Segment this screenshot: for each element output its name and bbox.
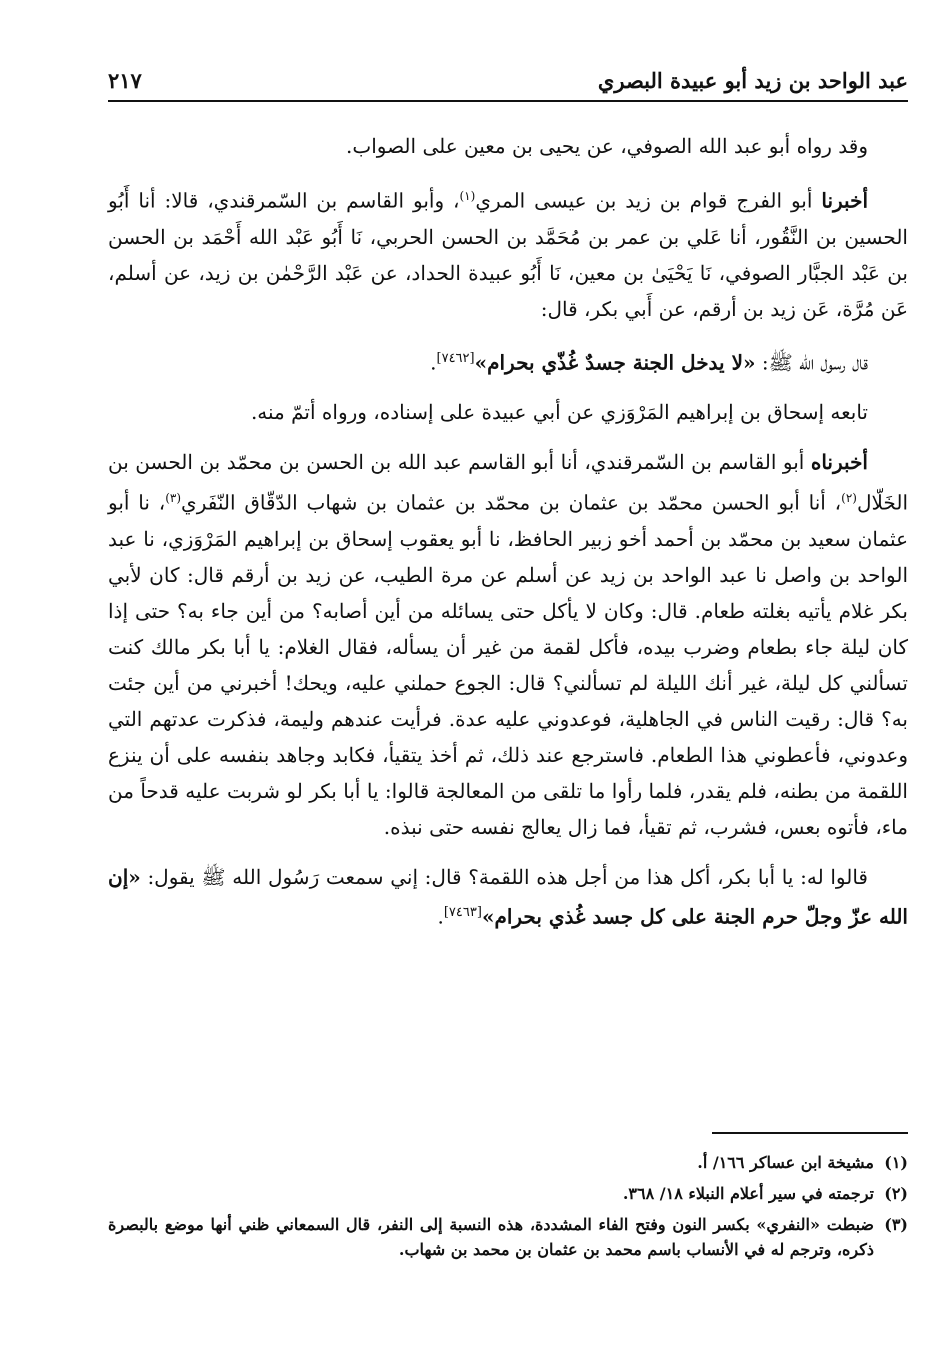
paragraph-5 xyxy=(108,444,908,845)
footnote-marker-2: (٢) xyxy=(841,491,857,506)
isnad-lead-word: أخبرنا xyxy=(821,188,868,213)
footnote-number: (٢) xyxy=(884,1184,908,1203)
footnote-number: (٣) xyxy=(884,1215,908,1234)
footnote-text: ترجمته في سير أعلام النبلاء ١٨/ ٣٦٨. xyxy=(622,1184,874,1203)
paragraph-2-text-b: ، وأبو القاسم بن السّمرقندي، قالا: أنا أَبُو الحسين بن النَّقُور، أنا عَلي بن عمر بن مُحَمَّد بن الحسن الحربي، نَا أَبُو عَبْد الله أَحْمَد بن الحسن بن عَبْد الجبَّار الصوفي، نَا يَحْيَىٰ بن معين، نَا أَبُو عبيدة الحداد، عن عَبْد الرَّحْمٰن بن زيد، عن أسلم، عَن مُرَّة، عَن زيد بن أرقم، عن أَبي بكر، قال: xyxy=(108,188,908,321)
paragraph-6-end: . xyxy=(437,904,444,929)
paragraph-4 xyxy=(108,394,908,430)
paragraph-1-text: وقد رواه أبو عبد الله الصوفي، عن يحيى بن معين على الصواب. xyxy=(346,134,868,158)
paragraph-5-text-b: ، أنا أبو الحسن محمّد بن عثمان بن محمّد بن عثمان بن شهاب الدّقّاق النّفَري xyxy=(181,490,842,515)
hadith-text-2: «إن الله عزّ وجلّ حرم الجنة على كل جسد غُذي بحرام» xyxy=(108,864,908,929)
paragraph-3-end: . xyxy=(430,350,437,375)
footnote-marker-1: (١) xyxy=(459,189,476,203)
footnote-text: مشيخة ابن عساكر ١٦٦/ أ. xyxy=(697,1153,874,1172)
hadith-number-2: [٧٤٦٣] xyxy=(443,904,482,920)
footnote-1 xyxy=(108,1150,908,1175)
paragraph-3-text: قال رسول الله ﷺ: xyxy=(755,350,868,375)
running-title: عبد الواحد بن زيد أبو عبيدة البصري xyxy=(597,68,908,93)
footnote-marker-3: (٣) xyxy=(165,491,182,506)
paragraph-2 xyxy=(108,178,908,327)
paragraph-6-text: قالوا له: يا أبا بكر، أكل هذا من أجل هذه اللقمة؟ قال: إني سمعت رَسُول الله ﷺ يقول: xyxy=(140,864,868,889)
paragraph-1 xyxy=(108,128,908,164)
footnotes xyxy=(108,1150,908,1268)
paragraph-5-text-a: أبو القاسم بن السّمرقندي، أنا أبو القاسم عبد الله بن الحسن بن محمّد بن الحسن بن الخَلّال xyxy=(108,450,908,515)
paragraph-5-text-c: ، نا أبو عثمان سعيد بن محمّد بن أحمد أخو زبير الحافظ، نا أبو يعقوب إسحاق بن إبراهيم المَرْوَزي، نا عبد الواحد بن واصل نا عبد الواحد بن زيد عن أسلم عن مرة الطيب، عن زيد بن أرقم قال: كان لأبي بكر غلام يأتيه بغلته طعام. قال: وكان لا يأكل حتى يسائله من أين أصابه؟ من أين جاء به؟ حتى إذا كان ليلة جاء بطعام وضرب بيده، فأكل لقمة من غير أن يسأله، فقال الغلام: يا أبا بكر مالك كنت تسألني كل ليلة، غير أنك الليلة لم تسألني؟ قال: الجوع حملني عليه، ويحك! أخبرني من أين جئت به؟ قال: رقيت الناس في الجاهلية، فوعدوني عليه عدة. فرأيت عندهم وليمة، فذكرت عدتهم التي وعدوني، فأعطوني هذا الطعام. فاسترجع عند ذلك، ثم أخذ يتقيأ، فكابد وجاهد بنفسه على أن ينزع اللقمة من بطنه، فلم يقدر، فلما رأوا ما تلقى من المعالجة قالوا: يا أبا بكر لو شربت عليه قدحاً من ماء، فأتوه بعس، فشرب، ثم تقيأ، فما زال يعالج نفسه حتى نبذه. xyxy=(108,490,909,839)
isnad-lead-word-2: أخبرناه xyxy=(810,450,868,475)
footnote-text: ضبطت «النفري» بكسر النون وفتح الفاء المشددة، هذه النسبة إلى النفر، قال السمعاني ظني أنها موضع بالبصرة ذكره، وترجم له في الأنساب باسم محمد بن عثمان بن محمد بن شهاب. xyxy=(108,1215,874,1259)
footnote-3 xyxy=(108,1212,908,1262)
hadith-number-1: [٧٤٦٢] xyxy=(436,350,475,366)
footnote-separator xyxy=(712,1132,908,1134)
hadith-text-1: «لا يدخل الجنة جسدٌ غُذّي بحرام» xyxy=(474,350,756,375)
page-header xyxy=(108,64,908,102)
page-number: ٢١٧ xyxy=(108,68,142,93)
footnote-number: (١) xyxy=(884,1153,908,1172)
footnote-2 xyxy=(108,1181,908,1206)
paragraph-3 xyxy=(108,341,908,381)
main-text xyxy=(108,128,908,949)
paragraph-2-text-a: أبو الفرج قوام بن زيد بن عيسى المري xyxy=(475,188,822,213)
paragraph-6 xyxy=(108,859,908,935)
paragraph-4-text: تابعه إسحاق بن إبراهيم المَرْوَزي عن أبي عبيدة على إسناده، ورواه أتمّ منه. xyxy=(250,400,868,425)
